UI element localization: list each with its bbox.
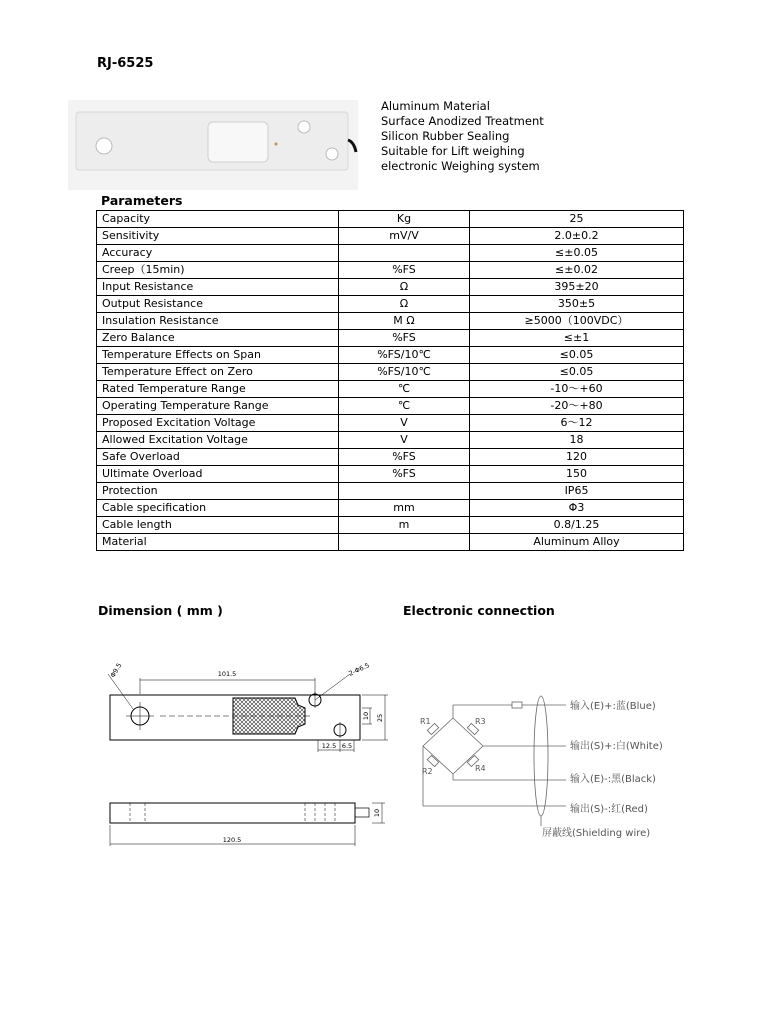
parameter-row [97, 211, 684, 228]
parameter-row [97, 517, 684, 534]
parameter-row [97, 245, 684, 262]
input-positive-label: 输入(E)+:蓝(Blue) [570, 701, 656, 712]
parameter-value: ≤±1 [470, 330, 684, 347]
parameter-unit: %FS [339, 262, 470, 279]
width-label: 25 [376, 713, 384, 723]
feature-item: Silicon Rubber Sealing [381, 129, 510, 143]
parameter-name: Cable length [97, 517, 339, 534]
load-cell-photo [68, 100, 358, 190]
parameter-value: ≤±0.05 [470, 245, 684, 262]
parameter-name: Temperature Effects on Span [97, 347, 339, 364]
feature-list [381, 99, 544, 174]
parameter-row [97, 415, 684, 432]
output-negative-label: 输出(S)-:红(Red) [570, 804, 648, 815]
feature-item: Suitable for Lift weighing [381, 144, 525, 158]
resistor-r1-label: R1 [420, 717, 431, 726]
parameter-value: 0.8/1.25 [470, 517, 684, 534]
parameter-value: ≤0.05 [470, 347, 684, 364]
parameter-row [97, 381, 684, 398]
parameter-unit: %FS [339, 449, 470, 466]
shield-wire-label: 屏蔽线(Shielding wire) [542, 828, 651, 839]
parameter-value: 6～12 [470, 415, 684, 432]
parameter-row [97, 262, 684, 279]
parameters-heading: Parameters [101, 193, 183, 208]
parameter-value: Aluminum Alloy [470, 534, 684, 551]
parameter-row [97, 228, 684, 245]
parameter-row [97, 364, 684, 381]
parameter-unit: ℃ [339, 381, 470, 398]
parameter-value: ≥5000（100VDC） [470, 313, 684, 330]
parameter-unit: %FS/10℃ [339, 364, 470, 381]
parameter-value: 120 [470, 449, 684, 466]
feature-item: electronic Weighing system [381, 159, 540, 173]
parameter-unit: Kg [339, 211, 470, 228]
parameter-name: Sensitivity [97, 228, 339, 245]
offset-label: 12.5 [321, 742, 337, 750]
parameter-value: 395±20 [470, 279, 684, 296]
parameter-name: Capacity [97, 211, 339, 228]
parameter-value: IP65 [470, 483, 684, 500]
parameter-row [97, 330, 684, 347]
dimension-drawing [100, 660, 395, 850]
screw-spec-label: 2-Φ6.5 [347, 661, 371, 678]
parameter-unit: V [339, 432, 470, 449]
parameter-row [97, 534, 684, 551]
parameter-name: Material [97, 534, 339, 551]
parameter-name: Ultimate Overload [97, 466, 339, 483]
parameter-unit: m [339, 517, 470, 534]
parameter-name: Cable specification [97, 500, 339, 517]
parameter-value: 25 [470, 211, 684, 228]
parameter-row [97, 296, 684, 313]
parameter-unit: mm [339, 500, 470, 517]
parameter-value: 2.0±0.2 [470, 228, 684, 245]
total-length-label: 120.5 [222, 836, 242, 844]
hole-diameter-label: Φ9.5 [108, 661, 124, 679]
parameter-row [97, 483, 684, 500]
parameter-unit: M Ω [339, 313, 470, 330]
dimension-heading: Dimension ( mm ) [98, 603, 223, 618]
parameter-row [97, 313, 684, 330]
parameter-unit: %FS/10℃ [339, 347, 470, 364]
parameter-name: Output Resistance [97, 296, 339, 313]
parameter-unit: ℃ [339, 398, 470, 415]
parameter-name: Zero Balance [97, 330, 339, 347]
side-view-outline [110, 803, 355, 823]
parameter-unit [339, 534, 470, 551]
parameter-value: Φ3 [470, 500, 684, 517]
offset-label: 6.5 [341, 742, 353, 750]
parameter-row [97, 347, 684, 364]
parameter-name: Safe Overload [97, 449, 339, 466]
parameter-name: Protection [97, 483, 339, 500]
strain-gauge-area [233, 698, 305, 734]
parameter-row [97, 500, 684, 517]
parameter-unit: Ω [339, 296, 470, 313]
parameter-unit: %FS [339, 330, 470, 347]
feature-item: Aluminum Material [381, 99, 490, 113]
parameters-table [96, 210, 684, 551]
product-title: RJ-6525 [97, 56, 154, 71]
parameter-name: Temperature Effect on Zero [97, 364, 339, 381]
input-negative-label: 输入(E)-:黑(Black) [570, 774, 656, 785]
thickness-label: 10 [373, 808, 381, 818]
parameter-unit [339, 245, 470, 262]
parameter-unit: V [339, 415, 470, 432]
parameter-row [97, 466, 684, 483]
parameter-name: Insulation Resistance [97, 313, 339, 330]
parameter-name: Creep（15min) [97, 262, 339, 279]
parameter-value: ≤0.05 [470, 364, 684, 381]
connection-heading: Electronic connection [403, 603, 555, 618]
parameter-unit: mV/V [339, 228, 470, 245]
parameter-value: 350±5 [470, 296, 684, 313]
parameter-row [97, 432, 684, 449]
length-label: 101.5 [217, 670, 237, 678]
parameter-unit: Ω [339, 279, 470, 296]
parameter-row [97, 279, 684, 296]
parameter-name: Rated Temperature Range [97, 381, 339, 398]
resistor-r2-label: R2 [422, 767, 433, 776]
parameter-name: Operating Temperature Range [97, 398, 339, 415]
parameter-name: Input Resistance [97, 279, 339, 296]
parameter-value: 150 [470, 466, 684, 483]
parameter-unit [339, 483, 470, 500]
parameter-row [97, 449, 684, 466]
resistor-r4-label: R4 [475, 764, 486, 773]
wiring-diagram [408, 688, 680, 843]
parameter-value: 18 [470, 432, 684, 449]
parameter-value: -20～+80 [470, 398, 684, 415]
width-label: 10 [362, 711, 370, 721]
parameter-unit: %FS [339, 466, 470, 483]
feature-item: Surface Anodized Treatment [381, 114, 544, 128]
parameter-name: Proposed Excitation Voltage [97, 415, 339, 432]
resistor-r3-label: R3 [475, 717, 486, 726]
output-positive-label: 输出(S)+:白(White) [570, 741, 663, 752]
parameter-value: -10～+60 [470, 381, 684, 398]
parameter-row [97, 398, 684, 415]
parameter-value: ≤±0.02 [470, 262, 684, 279]
parameter-name: Accuracy [97, 245, 339, 262]
parameter-name: Allowed Excitation Voltage [97, 432, 339, 449]
